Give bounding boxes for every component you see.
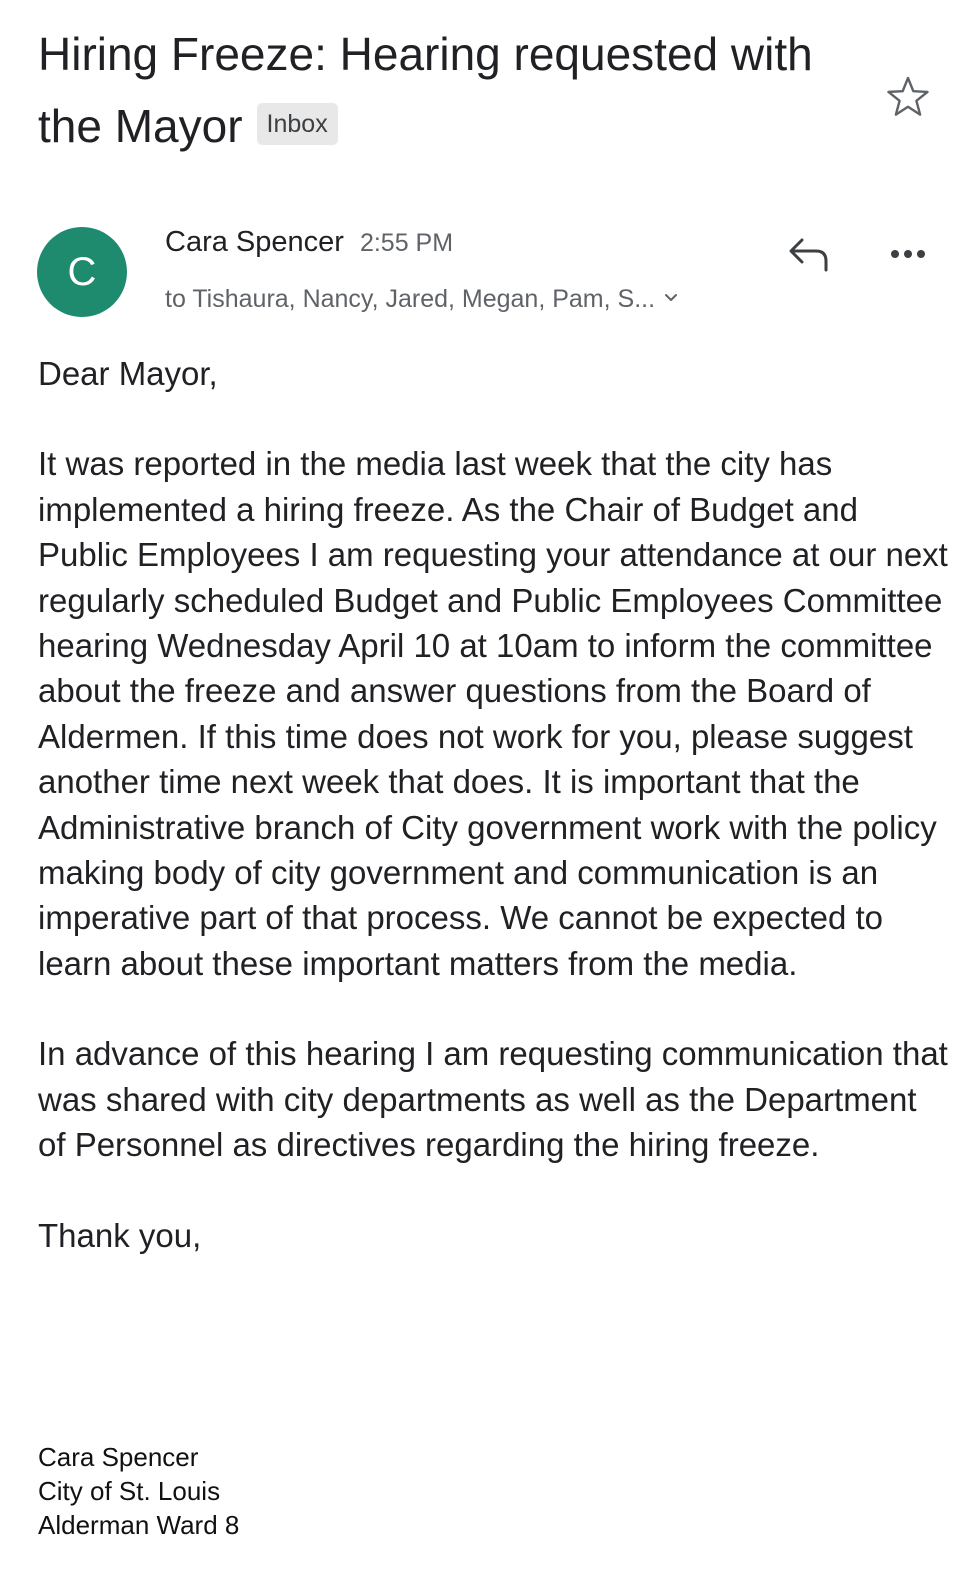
email-subject: [38, 18, 858, 162]
recipients-toggle[interactable]: [165, 282, 679, 314]
sender-header: [165, 226, 453, 266]
email-body: [38, 351, 948, 1258]
sent-time: 2:55 PM: [359, 229, 454, 257]
reply-icon[interactable]: [782, 230, 834, 278]
star-icon[interactable]: [884, 73, 932, 121]
email-closing: Thank you,: [38, 1216, 202, 1254]
sender-avatar[interactable]: C: [37, 227, 127, 317]
recipients-list: to Tishaura, Nancy, Jared, Megan, Pam, S...: [165, 285, 656, 313]
subject-text: Hiring Freeze: Hearing requested with the Mayor: [38, 28, 813, 152]
inbox-label-badge[interactable]: Inbox: [257, 103, 338, 145]
sender-name[interactable]: Cara Spencer: [165, 226, 344, 258]
email-greeting: Dear Mayor,: [38, 355, 218, 392]
signature-name: Cara Spencer: [38, 1442, 199, 1472]
email-paragraph-1: It was reported in the media last week that the city has implemented a hiring freeze. As the Chair of Budget and Public Employees I am requesting your attendance at our next regularly scheduled Budget and Public Employees Committee hearing Wednesday April 10 at 10am to inform the committee about the freeze and answer questions from the Board of Aldermen. If this time does not work for you, please suggest another time next week that does. It is important that the Administrative branch of City government work with the policy making body of city government and communication is an imperative part of that process. We cannot be expected to learn about these important matters from the media.: [38, 445, 948, 982]
chevron-down-icon[interactable]: [663, 282, 679, 311]
more-horizontal-icon[interactable]: [884, 236, 932, 272]
signature-organization: City of St. Louis: [38, 1476, 221, 1506]
email-signature: [38, 1440, 239, 1542]
email-paragraph-2: In advance of this hearing I am requesting communication that was shared with city departments as well as the Department of Personnel as directives regarding the hiring freeze.: [38, 1035, 948, 1164]
signature-title: Alderman Ward 8: [38, 1510, 240, 1540]
